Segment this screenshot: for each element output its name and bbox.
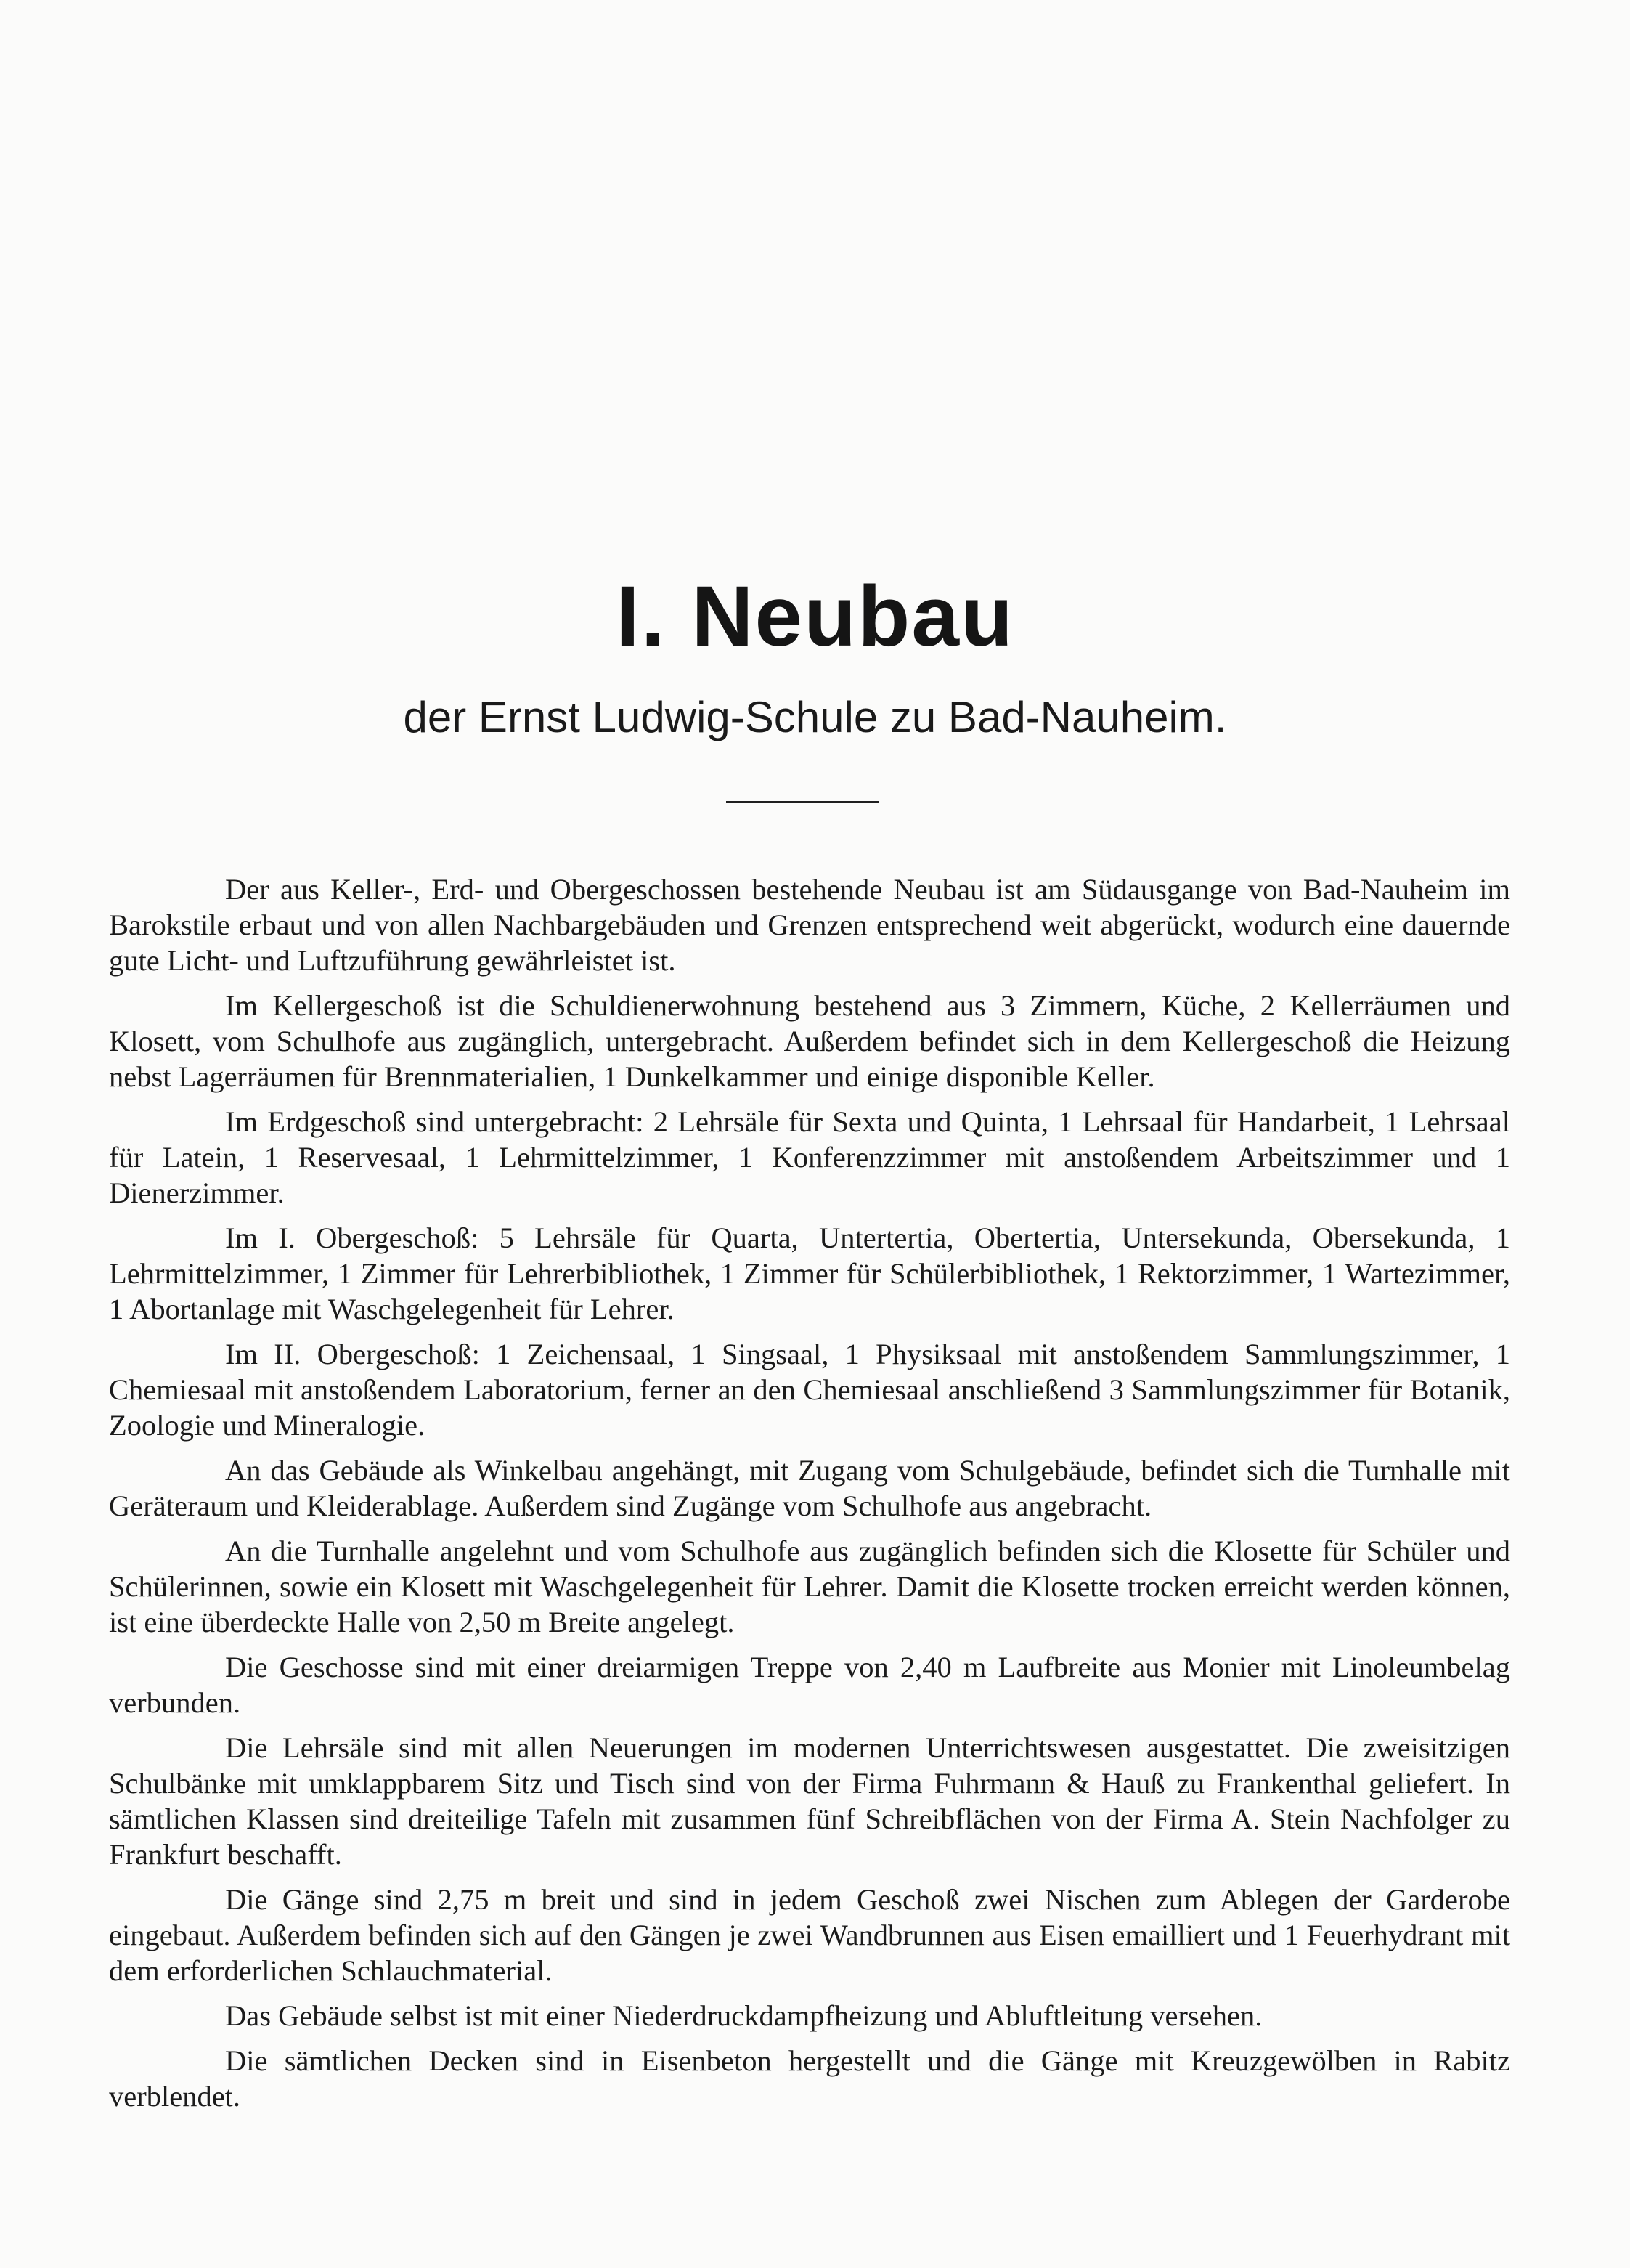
paragraph: Das Gebäude selbst ist mit einer Niederdruckdampfheizung und Abluftleitung versehen. xyxy=(225,1999,1263,2032)
paragraph: Die Geschosse sind mit einer dreiarmigen Treppe von 2,40 m Laufbreite aus Monier mit Linoleumbelag verbunden. xyxy=(109,1651,1510,1719)
paragraph: Der aus Keller-, Erd- und Obergeschossen bestehende Neubau ist am Südausgange von Bad-Nauheim im Barokstile erbaut und von allen Nachbargebäuden und Grenzen entsprechend weit abgerückt, wodurch eine dauernde gute Licht- und Luftzuführung gewährleistet ist. xyxy=(109,873,1510,977)
paragraph: Im II. Obergeschoß: 1 Zeichensaal, 1 Singsaal, 1 Physiksaal mit anstoßendem Sammlungszimmer, 1 Chemiesaal mit anstoßendem Laboratorium, ferner an den Chemiesaal anschließend 3 Sammlungszimmer für Botanik, Zoologie und Mineralogie. xyxy=(109,1338,1510,1442)
paragraph: Im Erdgeschoß sind untergebracht: 2 Lehrsäle für Sexta und Quinta, 1 Lehrsaal für Handarbeit, 1 Lehrsaal für Latein, 1 Reservesaal, 1 Lehrmittelzimmer, 1 Konferenzzimmer mit anstoßendem Arbeitszimmer und 1 Dienerzimmer. xyxy=(109,1105,1510,1209)
body-text xyxy=(109,871,1510,2123)
divider xyxy=(726,801,879,803)
paragraph: An die Turnhalle angelehnt und vom Schulhofe aus zugänglich befinden sich die Klosette für Schüler und Schülerinnen, sowie ein Klosett mit Waschgelegenheit für Lehrer. Damit die Klosette trocken erreicht werden können, ist eine überdeckte Halle von 2,50 m Breite angelegt. xyxy=(109,1535,1510,1638)
page-title: I. Neubau xyxy=(615,569,1015,664)
paragraph: Die Lehrsäle sind mit allen Neuerungen im modernen Unterrichtswesen ausgestattet. Die zweisitzigen Schulbänke mit umklappbarem Sitz und Tisch sind von der Firma Fuhrmann & Hauß zu Frankenthal geliefert. In sämtlichen Klassen sind dreiteilige Tafeln mit zusammen fünf Schreibflächen von der Firma A. Stein Nachfolger zu Frankfurt beschafft. xyxy=(109,1731,1510,1871)
page-subtitle: der Ernst Ludwig-Schule zu Bad-Nauheim. xyxy=(403,693,1227,741)
paragraph: Im I. Obergeschoß: 5 Lehrsäle für Quarta, Untertertia, Obertertia, Untersekunda, Obersekunda, 1 Lehrmittelzimmer, 1 Zimmer für Lehrerbibliothek, 1 Zimmer für Schülerbibliothek, 1 Rektorzimmer, 1 Wartezimmer, 1 Abortanlage mit Waschgelegenheit für Lehrer. xyxy=(109,1222,1510,1325)
paragraph: Im Kellergeschoß ist die Schuldienerwohnung bestehend aus 3 Zimmern, Küche, 2 Kellerräumen und Klosett, vom Schulhofe aus zugänglich, untergebracht. Außerdem befindet sich in dem Kellergeschoß die Heizung nebst Lagerräumen für Brennmaterialien, 1 Dunkelkammer und einige disponible Keller. xyxy=(109,989,1510,1093)
paragraph: Die Gänge sind 2,75 m breit und sind in jedem Geschoß zwei Nischen zum Ablegen der Garderobe eingebaut. Außerdem befinden sich auf den Gängen je zwei Wandbrunnen aus Eisen emailliert und 1 Feuerhydrant mit dem erforderlichen Schlauchmaterial. xyxy=(109,1883,1510,1987)
paragraph: Die sämtlichen Decken sind in Eisenbeton hergestellt und die Gänge mit Kreuzgewölben in Rabitz verblendet. xyxy=(109,2044,1510,2113)
paragraph: An das Gebäude als Winkelbau angehängt, mit Zugang vom Schulgebäude, befindet sich die Turnhalle mit Geräteraum und Kleiderablage. Außerdem sind Zugänge vom Schulhofe aus angebracht. xyxy=(109,1454,1510,1522)
